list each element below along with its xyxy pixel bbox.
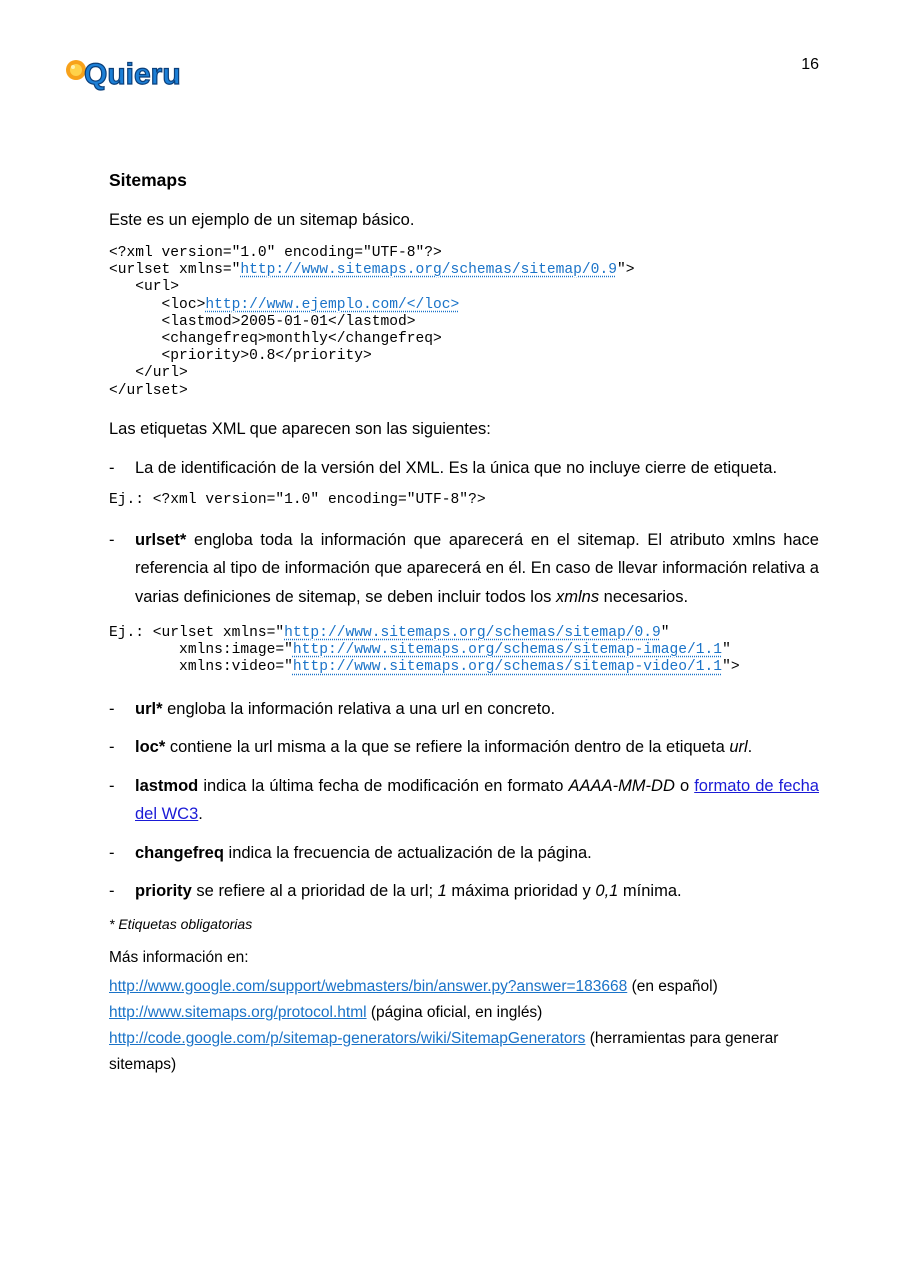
code-line: </url> <box>109 365 188 382</box>
code-line: " <box>722 642 731 659</box>
bullet-text: indica la frecuencia de actualización de la página. <box>223 843 592 862</box>
code-line: <url> <box>109 279 180 296</box>
intro-paragraph: Este es un ejemplo de un sitemap básico. <box>109 211 415 229</box>
bullet-term: urlset* <box>135 530 187 549</box>
bullet-text: engloba toda la información que aparecerá en el sitemap. El atributo xmlns hace referencia al tipo de información que aparecerá en él. En caso de llevar información relativa a varias definiciones de sitemap, se deben incluir todos los <box>135 530 819 606</box>
bullet-text: indica la última fecha de modificación en formato <box>198 776 569 795</box>
bullet-loc <box>109 733 819 762</box>
bullet-text: se refiere al a prioridad de la url; <box>191 882 438 901</box>
sitemap-generators-link[interactable]: http://code.google.com/p/sitemap-generators/wiki/SitemapGenerators <box>109 1029 586 1047</box>
bullet-text: o <box>674 776 695 795</box>
bullet-dash: - <box>109 530 115 549</box>
bullet-text: engloba la información relativa a una url en concreto. <box>162 699 556 718</box>
logo-wordmark: Quieru <box>84 58 181 91</box>
bullet-text: . <box>747 738 753 757</box>
sitemap-video-schema-link[interactable]: http://www.sitemaps.org/schemas/sitemap-video/1.1 <box>292 659 723 676</box>
bullet-dash: - <box>109 882 115 901</box>
bullet-dash: - <box>109 458 115 477</box>
bullet-italic: 0,1 <box>595 882 619 901</box>
code-line: <urlset xmlns=" <box>109 262 241 279</box>
example-url-link[interactable]: http://www.ejemplo.com/</loc> <box>205 296 460 313</box>
code-line: <?xml version="1.0" encoding="UTF-8"?> <box>109 245 442 261</box>
more-info-title: Más información en: <box>109 948 249 966</box>
bullet-term: priority <box>135 882 192 901</box>
required-tags-note: * Etiquetas obligatorias <box>109 915 253 932</box>
example-urlset-code <box>109 625 819 677</box>
sitemaps-protocol-link[interactable]: http://www.sitemaps.org/protocol.html <box>109 1003 367 1021</box>
bullet-xml-declaration <box>109 454 819 483</box>
main-content <box>109 170 819 1078</box>
bullet-priority <box>109 877 819 906</box>
bullet-dash: - <box>109 699 115 718</box>
bullet-text: contiene la url misma a la que se refiere la información dentro de la etiqueta <box>165 738 730 757</box>
code-line: <priority>0.8</priority> <box>109 348 372 365</box>
code-line: "> <box>616 262 635 279</box>
reference-google <box>109 974 819 1000</box>
bullet-text: . <box>198 805 203 824</box>
sitemap-image-schema-link[interactable]: http://www.sitemaps.org/schemas/sitemap-image/1.1 <box>292 642 723 659</box>
page-number: 16 <box>801 56 819 73</box>
bullet-url <box>109 695 819 724</box>
code-line: <lastmod>2005-01-01</lastmod> <box>109 313 416 330</box>
bullet-term: changefreq <box>135 843 224 862</box>
code-line: " <box>660 625 670 642</box>
bullet-text: necesarios. <box>599 587 689 606</box>
reference-generators <box>109 1026 819 1078</box>
reference-sitemaps-org <box>109 1000 819 1026</box>
bullet-lastmod <box>109 772 819 829</box>
reference-desc: (herramientas para generar sitemaps) <box>109 1029 779 1073</box>
bullet-urlset <box>109 526 819 612</box>
bullet-term: lastmod <box>135 776 199 795</box>
bullet-italic: AAAA-MM-DD <box>568 776 675 795</box>
reference-desc: (página oficial, en inglés) <box>366 1003 543 1021</box>
code-line: Ej.: <urlset xmlns=" <box>109 625 285 642</box>
bullet-term: url* <box>135 699 163 718</box>
google-support-link[interactable]: http://www.google.com/support/webmasters/bin/answer.py?answer=183668 <box>109 977 628 995</box>
sitemap-code-sample <box>109 245 819 400</box>
bullet-text: máxima prioridad y <box>446 882 596 901</box>
section-title: Sitemaps <box>109 170 187 190</box>
bullet-term: loc* <box>135 738 166 757</box>
bullet-italic: 1 <box>437 882 447 901</box>
tags-intro: Las etiquetas XML que aparecen son las siguientes: <box>109 419 491 438</box>
quieru-logo <box>64 52 188 96</box>
example-xml-declaration: Ej.: <?xml version="1.0" encoding="UTF-8"?> <box>109 492 486 509</box>
bullet-text: mínima. <box>618 882 682 901</box>
sitemap-schema-link[interactable]: http://www.sitemaps.org/schemas/sitemap/0.9 <box>240 262 617 279</box>
code-line: <loc> <box>109 296 206 313</box>
code-line: </urlset> <box>109 382 188 399</box>
code-line: "> <box>722 659 740 676</box>
wc3-date-format-link[interactable]: formato de fecha del WC3 <box>135 776 819 824</box>
bullet-italic: xmlns <box>555 587 600 606</box>
bullet-italic: url <box>729 738 748 757</box>
bullet-changefreq <box>109 839 819 868</box>
bullet-dash: - <box>109 738 115 757</box>
bullet-dash: - <box>109 776 115 795</box>
code-line: xmlns:image=" <box>109 642 293 659</box>
bullet-text: La de identificación de la versión del XML. Es la única que no incluye cierre de etiqueta. <box>135 458 778 477</box>
code-line: xmlns:video=" <box>109 659 293 676</box>
sitemap-schema-link[interactable]: http://www.sitemaps.org/schemas/sitemap/0.9 <box>284 625 661 642</box>
bullet-dash: - <box>109 843 115 862</box>
code-line: <changefreq>monthly</changefreq> <box>109 331 442 348</box>
reference-desc: (en español) <box>627 977 718 995</box>
